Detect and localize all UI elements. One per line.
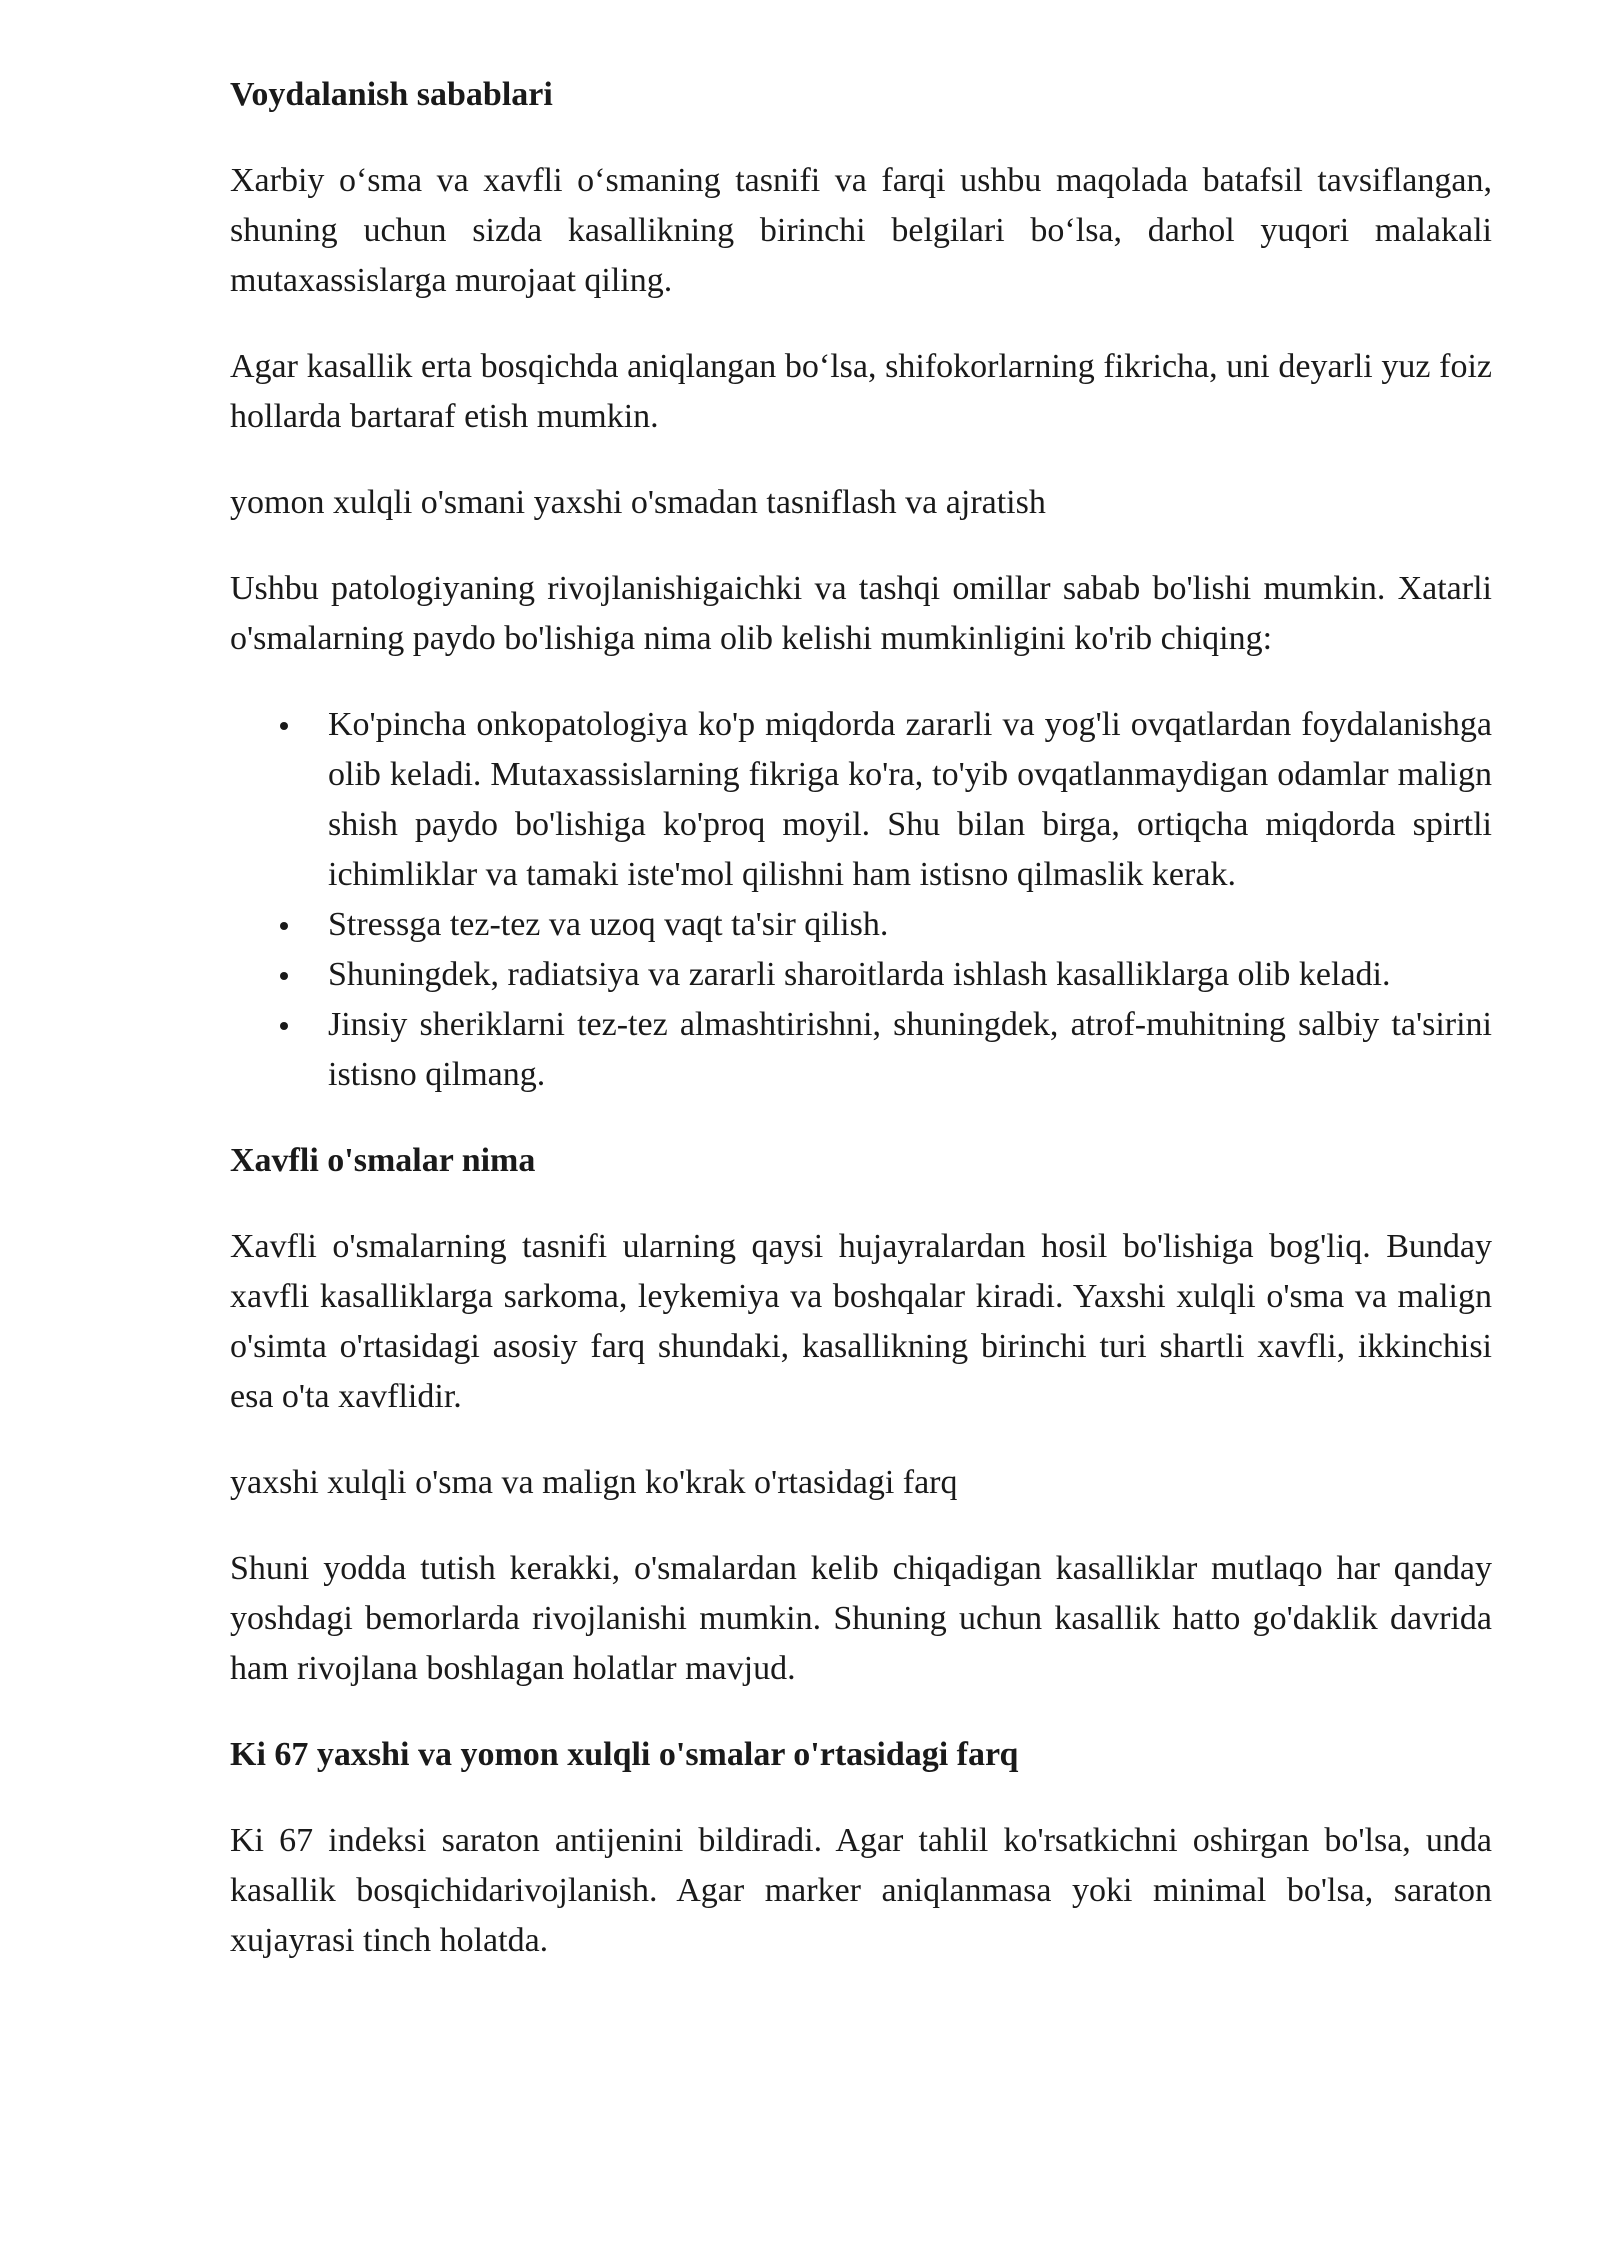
document-page bbox=[230, 70, 1492, 2002]
list-item bbox=[328, 900, 1492, 950]
list-item-text: Shuningdek, radiatsiya va zararli sharoitlarda ishlash kasalliklarga olib keladi. bbox=[328, 956, 1391, 993]
image-caption: yaxshi xulqli o'sma va malign ko'krak o'rtasidagi farq bbox=[230, 1464, 958, 1501]
bullet-icon bbox=[280, 722, 288, 730]
section-heading: Ki 67 yaxshi va yomon xulqli o'smalar o'rtasidagi farq bbox=[230, 1736, 1019, 1773]
list-item-text: Stressga tez-tez va uzoq vaqt ta'sir qilish. bbox=[328, 906, 889, 943]
bullet-icon bbox=[280, 922, 288, 930]
image-caption: yomon xulqli o'smani yaxshi o'smadan tasniflash va ajratish bbox=[230, 484, 1046, 521]
list-item bbox=[328, 700, 1492, 900]
list-item bbox=[328, 1000, 1492, 1100]
paragraph: Xarbiy o‘sma va xavfli o‘smaning tasnifi va farqi ushbu maqolada batafsil tavsiflangan, shuning uchun sizda kasallikning birinchi belgilari bo‘lsa, darhol yuqori malakali mutaxassislarga murojaat qiling. bbox=[230, 162, 1492, 299]
list-item bbox=[328, 950, 1492, 1000]
paragraph: Ushbu patologiyaning rivojlanishigaichki va tashqi omillar sabab bo'lishi mumkin. Xatarli o'smalarning paydo bo'lishiga nima olib kelishi mumkinligini ko'rib chiqing: bbox=[230, 570, 1492, 657]
section-heading: Voydalanish sabablari bbox=[230, 76, 553, 113]
bullet-icon bbox=[280, 1022, 288, 1030]
bullet-list bbox=[230, 700, 1492, 1100]
paragraph: Agar kasallik erta bosqichda aniqlangan bo‘lsa, shifokorlarning fikricha, uni deyarli yuz foiz hollarda bartaraf etish mumkin. bbox=[230, 348, 1492, 435]
paragraph: Ki 67 indeksi saraton antijenini bildiradi. Agar tahlil ko'rsatkichni oshirgan bo'lsa, unda kasallik bosqichidarivojlanish. Agar marker aniqlanmasa yoki minimal bo'lsa, saraton xujayrasi tinch holatda. bbox=[230, 1822, 1492, 1959]
section-heading: Xavfli o'smalar nima bbox=[230, 1142, 536, 1179]
list-item-text: Jinsiy sheriklarni tez-tez almashtirishni, shuningdek, atrof-muhitning salbiy ta'sirini istisno qilmang. bbox=[328, 1006, 1492, 1093]
paragraph: Shuni yodda tutish kerakki, o'smalardan kelib chiqadigan kasalliklar mutlaqo har qanday yoshdagi bemorlarda rivojlanishi mumkin. Shuning uchun kasallik hatto go'daklik davrida ham rivojlana boshlagan holatlar mavjud. bbox=[230, 1550, 1492, 1687]
bullet-icon bbox=[280, 972, 288, 980]
list-item-text: Ko'pincha onkopatologiya ko'p miqdorda zararli va yog'li ovqatlardan foydalanishga olib keladi. Mutaxassislarning fikriga ko'ra, to'yib ovqatlanmaydigan odamlar malign shish paydo bo'lishiga ko'proq moyil. Shu bilan birga, ortiqcha miqdorda spirtli ichimliklar va tamaki iste'mol qilishni ham istisno qilmaslik kerak. bbox=[328, 706, 1492, 893]
paragraph: Xavfli o'smalarning tasnifi ularning qaysi hujayralardan hosil bo'lishiga bog'liq. Bunday xavfli kasalliklarga sarkoma, leykemiya va boshqalar kiradi. Yaxshi xulqli o'sma va malign o'simta o'rtasidagi asosiy farq shundaki, kasallikning birinchi turi shartli xavfli, ikkinchisi esa o'ta xavflidir. bbox=[230, 1228, 1492, 1415]
